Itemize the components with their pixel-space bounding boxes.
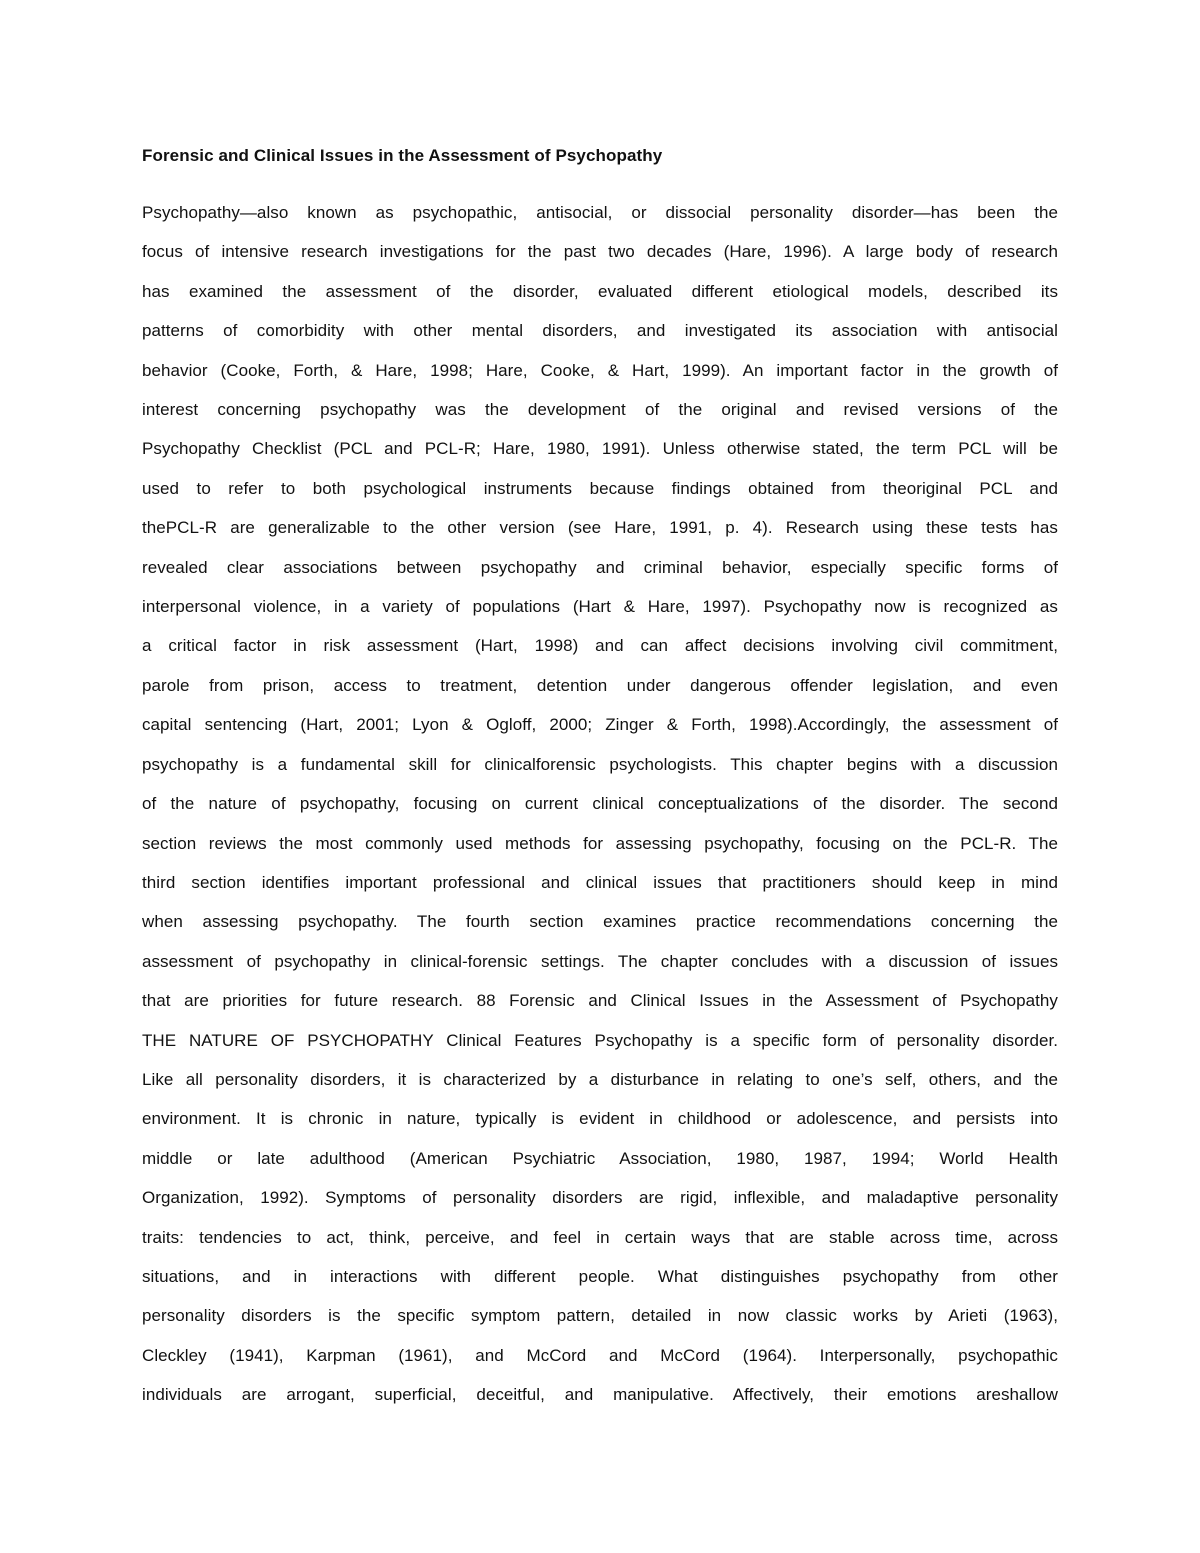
- body-line: focus of intensive research investigations for the past two decades (Hare, 1996). A large body of research: [142, 242, 1058, 262]
- body-line: used to refer to both psychological instruments because findings obtained from theoriginal PCL and: [142, 478, 1058, 498]
- body-line: Cleckley (1941), Karpman (1961), and McCord and McCord (1964). Interpersonally, psychopathic: [142, 1345, 1058, 1365]
- body-line: capital sentencing (Hart, 2001; Lyon & Ogloff, 2000; Zinger & Forth, 1998).Accordingly, the assessment of: [142, 715, 1058, 735]
- body-line: personality disorders is the specific symptom pattern, detailed in now classic works by Arieti (1963),: [142, 1306, 1058, 1326]
- body-line: psychopathy is a fundamental skill for clinicalforensic psychologists. This chapter begins with a discussion: [142, 754, 1058, 774]
- body-line: has examined the assessment of the disorder, evaluated different etiological models, described its: [142, 281, 1058, 301]
- body-line: traits: tendencies to act, think, perceive, and feel in certain ways that are stable across time, across: [142, 1227, 1058, 1247]
- body-line: middle or late adulthood (American Psychiatric Association, 1980, 1987, 1994; World Health: [142, 1148, 1058, 1168]
- body-line: Psychopathy—also known as psychopathic, antisocial, or dissocial personality disorder—has been the: [142, 203, 1058, 222]
- body-line: assessment of psychopathy in clinical-forensic settings. The chapter concludes with a discussion of issues: [142, 951, 1058, 971]
- body-line: Psychopathy Checklist (PCL and PCL-R; Hare, 1980, 1991). Unless otherwise stated, the term PCL will be: [142, 439, 1058, 459]
- body-line: third section identifies important professional and clinical issues that practitioners should keep in mind: [142, 872, 1058, 892]
- body-line: of the nature of psychopathy, focusing on current clinical conceptualizations of the disorder. The second: [142, 794, 1058, 814]
- body-line: parole from prison, access to treatment, detention under dangerous offender legislation, and even: [142, 675, 1058, 695]
- body-line: that are priorities for future research. 88 Forensic and Clinical Issues in the Assessment of Psychopathy: [142, 991, 1058, 1011]
- body-line: situations, and in interactions with different people. What distinguishes psychopathy from other: [142, 1266, 1058, 1286]
- body-line: a critical factor in risk assessment (Hart, 1998) and can affect decisions involving civil commitment,: [142, 636, 1058, 656]
- body-line: THE NATURE OF PSYCHOPATHY Clinical Features Psychopathy is a specific form of personality disorder.: [142, 1030, 1058, 1050]
- body-line: individuals are arrogant, superficial, deceitful, and manipulative. Affectively, their emotions areshallow: [142, 1385, 1058, 1405]
- body-line: section reviews the most commonly used methods for assessing psychopathy, focusing on the PCL-R. The: [142, 833, 1058, 853]
- body-line: when assessing psychopathy. The fourth section examines practice recommendations concerning the: [142, 912, 1058, 932]
- document-title: Forensic and Clinical Issues in the Assessment of Psychopathy: [142, 146, 663, 165]
- body-line: Like all personality disorders, it is characterized by a disturbance in relating to one’s self, others, and the: [142, 1069, 1058, 1089]
- body-line: interest concerning psychopathy was the development of the original and revised versions of the: [142, 400, 1058, 420]
- body-line: behavior (Cooke, Forth, & Hare, 1998; Hare, Cooke, & Hart, 1999). An important factor in the growth of: [142, 360, 1058, 380]
- body-line: revealed clear associations between psychopathy and criminal behavior, especially specific forms of: [142, 557, 1058, 577]
- body-line: interpersonal violence, in a variety of populations (Hart & Hare, 1997). Psychopathy now is recognized as: [142, 597, 1058, 617]
- body-line: environment. It is chronic in nature, typically is evident in childhood or adolescence, and persists into: [142, 1109, 1058, 1129]
- body-line: thePCL-R are generalizable to the other version (see Hare, 1991, p. 4). Research using these tests has: [142, 518, 1058, 538]
- body-line: Organization, 1992). Symptoms of personality disorders are rigid, inflexible, and maladaptive personality: [142, 1188, 1058, 1208]
- body-line: patterns of comorbidity with other mental disorders, and investigated its association with antisocial: [142, 321, 1058, 341]
- document-body: [142, 200, 1058, 1422]
